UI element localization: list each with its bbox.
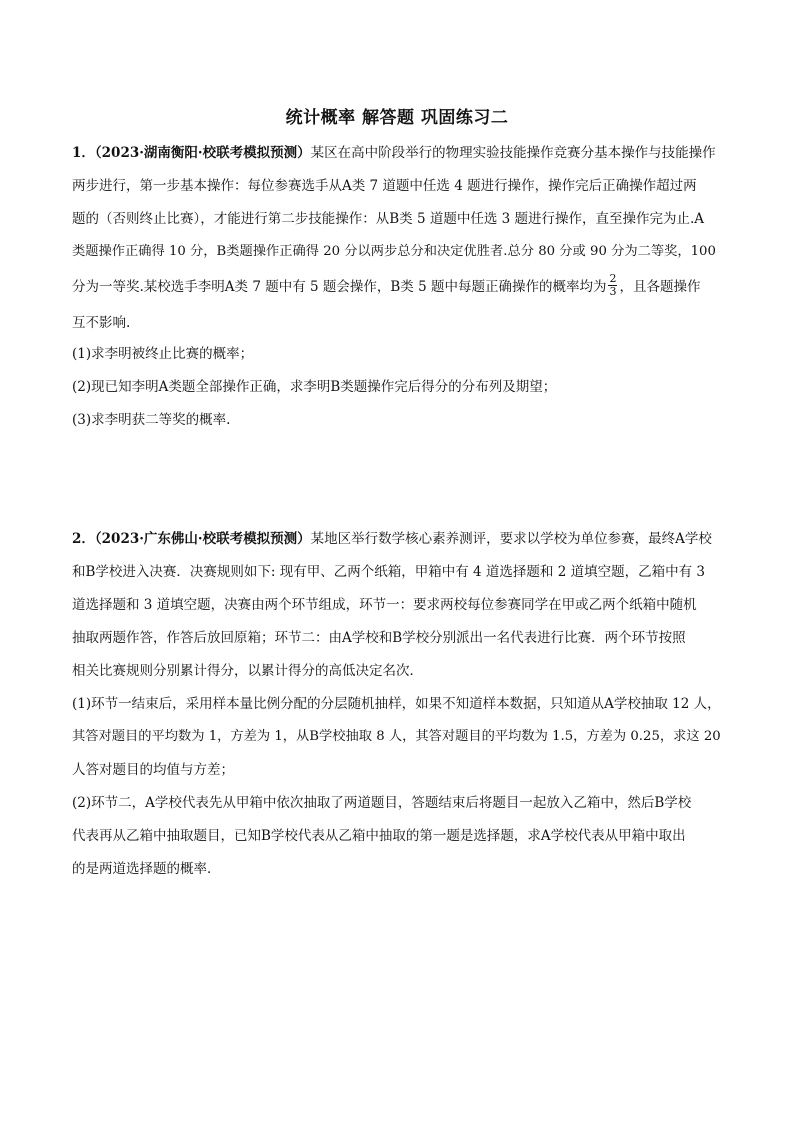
q2-sub-2-line-3: 的是两道选择题的概率． [72, 861, 221, 877]
q2-line-3: 道选择题和 3 道填空题，决赛由两个环节组成，环节一：要求两校每位参赛同学在甲或乙两个纸箱中随机 [72, 597, 697, 613]
q2-line-4: 抽取两题作答，作答后放回原箱；环节二：由A学校和B学校分别派出一名代表进行比赛．两个环节按照 [72, 630, 686, 646]
q2-number: 2． [72, 531, 95, 547]
q2-sub-2-line-2: 代表再从乙箱中抽取题目，已知B学校代表从乙箱中抽取的第一题是选择题，求A学校代表从甲箱中取出 [72, 828, 686, 844]
q1-line-3: 题的（否则终止比赛），才能进行第二步技能操作：从B类 5 道题中任选 3 题进行操作，直至操作完为止.A [72, 211, 705, 227]
q1-number: 1． [72, 145, 95, 161]
q1-text-5a: 分为一等奖.某校选手李明A类 7 题中有 5 题会操作，B类 5 题中每题正确操作的概率均为 [72, 279, 607, 295]
q1-sub-2: (2)现已知李明A类题全部操作正确，求李明B类题操作完后得分的分布列及期望； [72, 379, 557, 395]
q2-line-5: 相关比赛规则分别累计得分，以累计得分的高低决定名次． [72, 663, 423, 679]
q1-line-6: 互不影响. [72, 315, 131, 331]
q1-sub-3: (3)求李明获二等奖的概率. [72, 412, 231, 428]
q1-line-5 [72, 272, 701, 300]
q2-sub-1-line-3: 人答对题目的均值与方差； [72, 762, 234, 778]
page-title: 统计概率 解答题 巩固练习二 [285, 108, 509, 128]
q1-line-1 [72, 143, 716, 163]
q1-source: （2023·湖南衡阳·校联考模拟预测） [94, 145, 311, 161]
q2-line-1 [72, 529, 712, 549]
q2-source: （2023·广东佛山·校联考模拟预测） [94, 531, 311, 547]
q2-sub-1-line-1: (1)环节一结束后，采用样本量比例分配的分层随机抽样，如果不知道样本数据，只知道从A学校抽取 12 人， [72, 696, 721, 712]
q1-line-4: 类题操作正确得 10 分，B类题操作正确得 20 分以两步总分和决定优胜者.总分 80 分或 90 分为二等奖，100 [72, 244, 716, 259]
q2-line-2: 和B学校进入决赛．决赛规则如下: 现有甲、乙两个纸箱，甲箱中有 4 道选择题和 2 道填空题，乙箱中有 3 [72, 564, 705, 580]
q1-sub-1: (1)求李明被终止比赛的概率； [72, 346, 254, 362]
fraction-numerator: 2 [609, 272, 617, 285]
q2-sub-2-line-1: (2)环节二，A学校代表先从甲箱中依次抽取了两道题目，答题结束后将题目一起放入乙箱中，然后B学校 [72, 795, 692, 811]
q1-text-1: 某区在高中阶段举行的物理实验技能操作竞赛分基本操作与技能操作 [310, 145, 716, 161]
q2-sub-1-line-2: 其答对题目的平均数为 1，方差为 1，从B学校抽取 8 人，其答对题目的平均数为 1.5，方差为 0.25，求这 20 [72, 729, 721, 744]
q1-line-2: 两步进行，第一步基本操作：每位参赛选手从A类 7 道题中任选 4 题进行操作，操作完后正确操作超过两 [72, 178, 697, 194]
probability-fraction [608, 273, 617, 298]
fraction-denominator: 3 [609, 285, 617, 298]
q2-text-1: 某地区举行数学核心素养测评，要求以学校为单位参赛，最终A学校 [310, 531, 712, 547]
q1-text-5b: ，且各题操作 [619, 279, 701, 295]
